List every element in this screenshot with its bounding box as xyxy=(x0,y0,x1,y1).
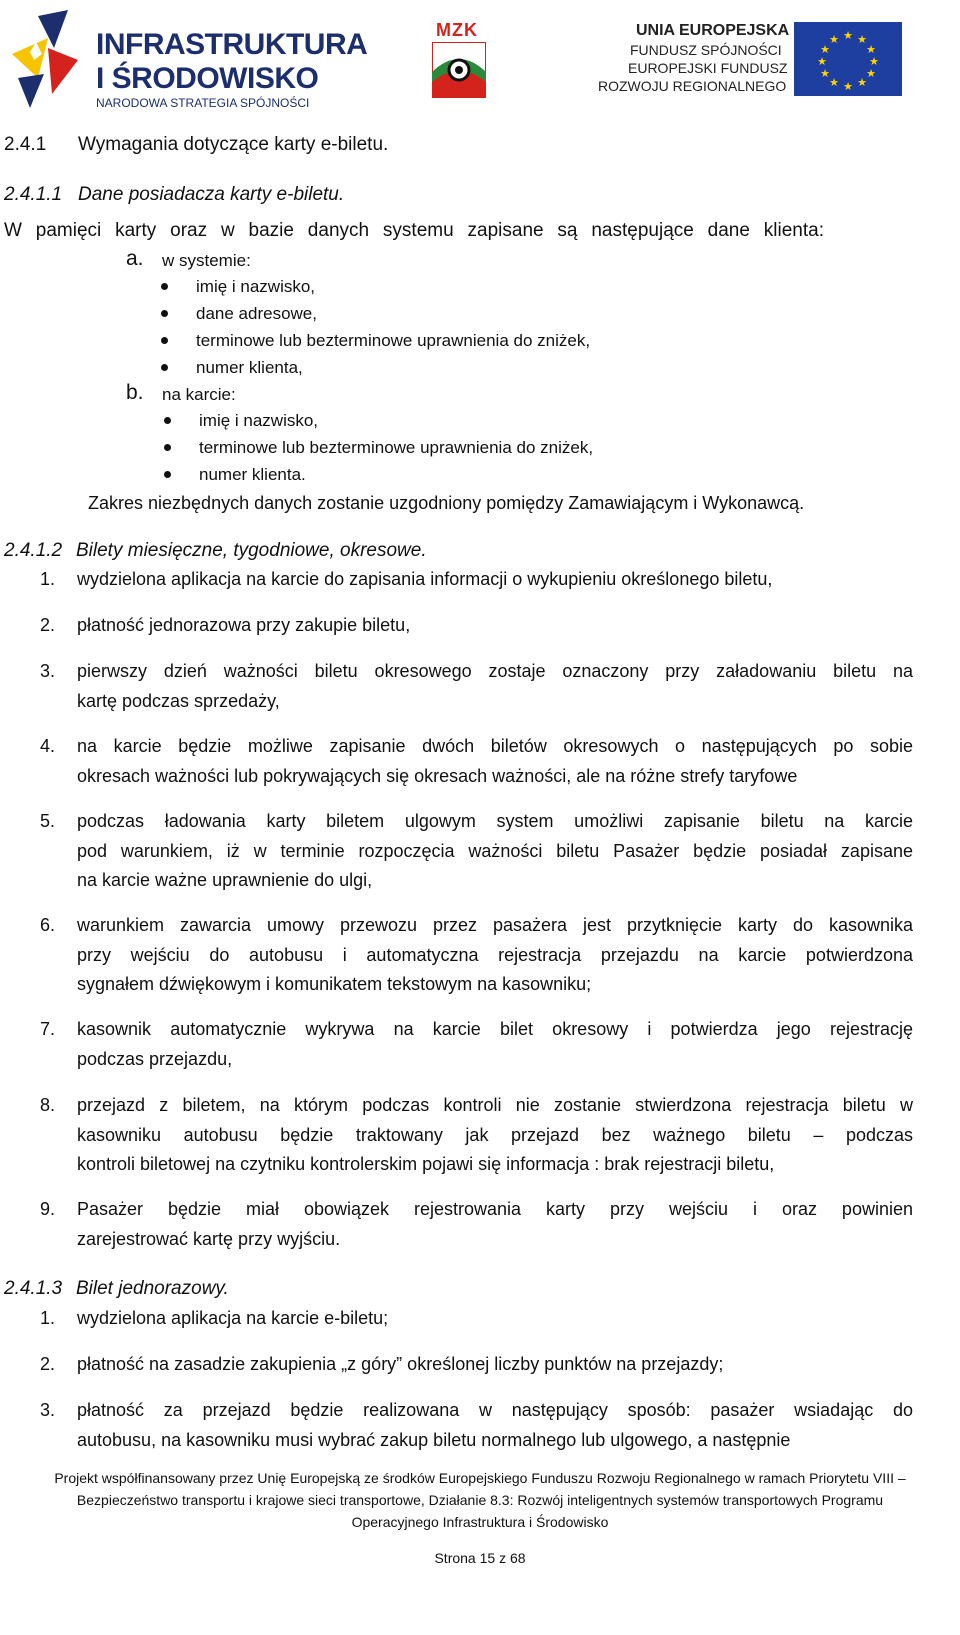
sub2-item-line: przy wejściu do autobusu i automatyczna rejestracja przejazdu na karcie potwierdzona xyxy=(77,944,913,965)
sub3-item-line: płatność za przejazd będzie realizowana w następujący sposób: pasażer wsiadając do xyxy=(77,1400,913,1420)
bullet-icon xyxy=(164,417,171,424)
svg-text:★: ★ xyxy=(857,76,867,89)
sub2-item-line: kontroli biletowej na czytniku kontrolerskim pojawi się informacja : brak rejestracji biletu, xyxy=(77,1154,775,1174)
svg-text:★: ★ xyxy=(866,43,876,56)
sub2-item-number: 9. xyxy=(40,1199,56,1219)
sub2-item-line: podczas przejazdu, xyxy=(77,1048,233,1069)
section-title: Wymagania dotyczące karty e-biletu. xyxy=(78,134,389,155)
sub3-item-line: autobusu, na kasowniku musi wybrać zakup biletu normalnego lub ulgowego, a następnie xyxy=(77,1429,791,1450)
footer-line-1: Projekt współfinansowany przez Unię Europejską ze środków Europejskiego Funduszu Rozwoju Regionalnego w ramach Priorytetu VIII – xyxy=(54,1470,906,1486)
svg-text:★: ★ xyxy=(866,67,876,80)
svg-text:★: ★ xyxy=(817,55,827,68)
intro-paragraph: W pamięci karty oraz w bazie danych systemu zapisane są następujące dane klienta: xyxy=(4,220,824,241)
sub3-item-number: 3. xyxy=(40,1400,56,1420)
eu-logo-line2: FUNDUSZ SPÓJNOŚCI xyxy=(630,42,782,58)
sub2-item-line: kartę podczas sprzedaży, xyxy=(77,690,280,711)
sub2-item-line: sygnałem dźwiękowym i komunikatem tekstowym na kasowniku; xyxy=(77,974,592,994)
sub2-item-line: warunkiem zawarcia umowy przewozu przez pasażera jest przytknięcie karty do kasownika xyxy=(77,915,913,935)
eu-logo-line4: ROZWOJU REGIONALNEGO xyxy=(598,78,787,94)
sub2-item-line: Pasażer będzie miał obowiązek rejestrowania karty przy wejściu i oraz powinien xyxy=(77,1199,913,1219)
svg-text:★: ★ xyxy=(820,43,830,56)
svg-text:★: ★ xyxy=(857,33,867,46)
sub2-item-line: zarejestrować kartę przy wyjściu. xyxy=(77,1228,341,1249)
subsection-3-number: 2.4.1.3 xyxy=(4,1278,63,1299)
scope-paragraph: Zakres niezbędnych danych zostanie uzgodniony pomiędzy Zamawiającym i Wykonawcą. xyxy=(88,493,805,513)
svg-text:★: ★ xyxy=(843,80,853,93)
sub3-item-line: wydzielona aplikacja na karcie e-biletu; xyxy=(77,1308,389,1328)
list-b-label: b. xyxy=(126,381,144,404)
sub2-item-number: 8. xyxy=(40,1095,56,1115)
sub2-item-number: 2. xyxy=(40,615,56,635)
list-a-item: numer klienta, xyxy=(196,358,303,377)
mzk-logo-text: MZK xyxy=(436,20,478,40)
sub2-item-line: okresach ważności lub pokrywających się okresach ważności, ale na różne strefy taryfowe xyxy=(77,765,798,786)
eu-logo-line3: EUROPEJSKI FUNDUSZ xyxy=(628,60,788,76)
sub2-item-line: na karcie ważne uprawnienie do ulgi, xyxy=(77,870,373,890)
bullet-icon xyxy=(161,283,168,290)
sub2-item-number: 6. xyxy=(40,915,56,935)
list-b-item: imię i nazwisko, xyxy=(199,411,319,430)
sub2-item-line: płatność jednorazowa przy zakupie biletu, xyxy=(77,615,411,635)
sub2-item-line: na karcie będzie możliwe zapisanie dwóch biletów okresowych o następujących po sobie xyxy=(77,736,913,756)
bullet-icon xyxy=(161,364,168,371)
infra-logo-line1: INFRASTRUKTURA xyxy=(96,28,368,61)
footer-line-2: Bezpieczeństwo transportu i krajowe sieci transportowe, Działanie 8.3: Rozwój inteligentnych systemów transportowych Programu xyxy=(76,1492,884,1508)
subsection-2-title: Bilety miesięczne, tygodniowe, okresowe. xyxy=(76,540,427,561)
sub2-item-line: kasowniku autobusu będzie traktowany jak przejazd bez ważnego biletu – podczas xyxy=(77,1124,913,1145)
list-a-label: a. xyxy=(126,247,144,270)
svg-text:★: ★ xyxy=(843,29,853,42)
bullet-icon xyxy=(161,310,168,317)
section-number: 2.4.1 xyxy=(4,134,47,155)
sub2-item-number: 1. xyxy=(40,569,56,589)
eu-logo xyxy=(596,20,906,100)
svg-text:★: ★ xyxy=(869,55,879,68)
infrastruktura-logo xyxy=(8,8,368,113)
list-b-item: numer klienta. xyxy=(199,465,306,484)
footer-line-3: Operacyjnego Infrastruktura i Środowisko xyxy=(351,1514,609,1530)
infra-logo-line2: I ŚRODOWISKO xyxy=(96,62,319,95)
eu-flag-icon xyxy=(794,22,902,96)
sub2-item-line: przejazd z biletem, na którym podczas kontroli nie zostanie stwierdzona rejestracja biletu w xyxy=(77,1095,913,1115)
bullet-icon xyxy=(164,471,171,478)
sub2-item-number: 4. xyxy=(40,736,56,756)
mzk-logo xyxy=(430,20,490,100)
list-b-item: terminowe lub bezterminowe uprawnienia do zniżek, xyxy=(199,438,594,457)
infrastruktura-emblem-icon xyxy=(8,8,80,108)
list-a-item: dane adresowe, xyxy=(196,304,317,323)
list-a-title: w systemie: xyxy=(162,251,251,270)
eu-logo-line1: UNIA EUROPEJSKA xyxy=(636,22,790,39)
subsection-3-title: Bilet jednorazowy. xyxy=(76,1278,229,1299)
subsection-1-number: 2.4.1.1 xyxy=(4,184,63,205)
svg-text:★: ★ xyxy=(829,33,839,46)
sub2-item-line: pierwszy dzień ważności biletu okresowego zostaje oznaczony przy załadowaniu biletu na xyxy=(77,661,913,681)
sub2-item-line: podczas ładowania karty biletem ulgowym system umożliwi zapisanie biletu na karcie xyxy=(77,811,913,831)
list-b-title: na karcie: xyxy=(162,385,236,404)
subsection-1-title: Dane posiadacza karty e-biletu. xyxy=(78,184,345,205)
bullet-icon xyxy=(161,337,168,344)
sub2-item-number: 5. xyxy=(40,811,56,831)
sub3-item-line: płatność na zasadzie zakupienia „z góry” określonej liczby punktów na przejazdy; xyxy=(77,1354,724,1374)
mzk-emblem-icon xyxy=(432,42,486,98)
list-a-item: imię i nazwisko, xyxy=(196,277,316,296)
sub2-item-line: pod warunkiem, iż w terminie rozpoczęcia ważności biletu Pasażer będzie posiadał zapisane xyxy=(77,840,913,861)
sub3-item-number: 2. xyxy=(40,1354,56,1374)
sub3-item-number: 1. xyxy=(40,1308,56,1328)
list-a-item: terminowe lub bezterminowe uprawnienia do zniżek, xyxy=(196,331,591,350)
infra-logo-line3: NARODOWA STRATEGIA SPÓJNOŚCI xyxy=(96,96,310,110)
sub2-item-line: kasownik automatycznie wykrywa na karcie bilet okresowy i potwierdza jego rejestrację xyxy=(77,1019,913,1039)
sub2-item-line: wydzielona aplikacja na karcie do zapisania informacji o wykupieniu określonego biletu, xyxy=(77,569,773,589)
svg-text:★: ★ xyxy=(820,67,830,80)
sub2-item-number: 3. xyxy=(40,661,56,681)
bullet-icon xyxy=(164,444,171,451)
subsection-2-number: 2.4.1.2 xyxy=(4,540,63,561)
sub2-item-number: 7. xyxy=(40,1019,56,1039)
page-number: Strona 15 z 68 xyxy=(434,1550,526,1566)
svg-text:★: ★ xyxy=(829,76,839,89)
